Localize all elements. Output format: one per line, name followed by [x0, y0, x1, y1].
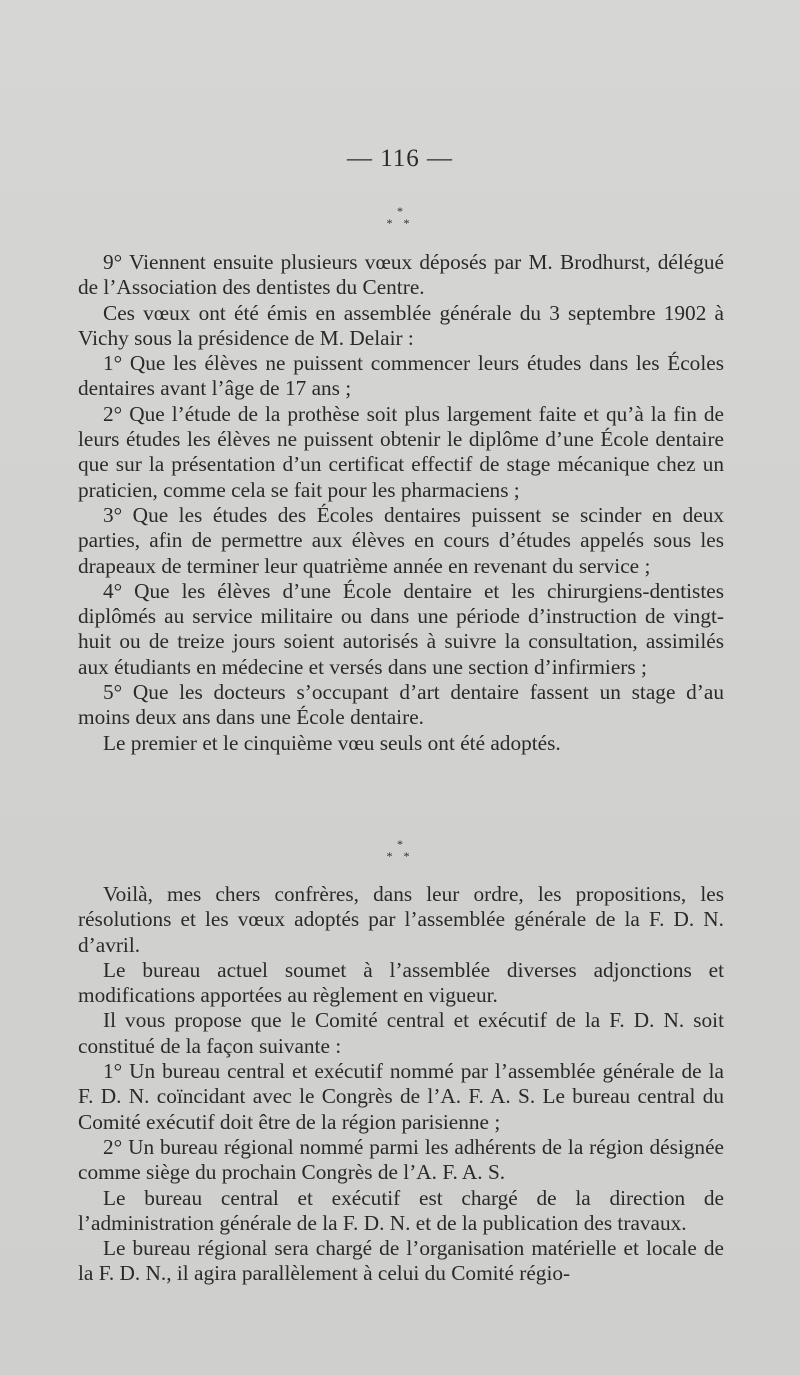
- paragraph: Le bureau central et exécutif est chargé de la direction de l’administration générale de la F. D. N. et de la publication des travaux.: [78, 1185, 724, 1235]
- asterism-top: *: [397, 204, 403, 218]
- text-section-bureau: [78, 882, 724, 1287]
- paragraph: Le premier et le cinquième vœu seuls ont été adoptés.: [103, 730, 561, 755]
- text-section-vows: [78, 250, 724, 756]
- asterism-separator: [0, 205, 800, 229]
- paragraph: 1° Un bureau central et exécutif nommé par l’assemblée générale de la F. D. N. coïncidant avec le Congrès de l’A. F. A. S. Le bureau central du Comité exécutif doit être de la région parisienne ;: [78, 1059, 724, 1134]
- paragraph: 1° Que les élèves ne puissent commencer leurs études dans les Écoles dentaires avant l’âge de 17 ans ;: [78, 351, 724, 401]
- asterism-separator: [0, 838, 800, 862]
- paragraph: 4° Que les élèves d’une École dentaire et les chirurgiens-dentistes diplômés au service militaire ou dans une période d’instruction de vingt-huit ou de treize jours soient autorisés à suivre la consultation, assimilés aux étudiants en médecine et versés dans une section d’infirmiers ;: [78, 578, 724, 679]
- paragraph: 5° Que les docteurs s’occupant d’art dentaire fassent un stage d’au moins deux ans dans une École dentaire.: [78, 680, 724, 730]
- paragraph: Il vous propose que le Comité central et exécutif de la F. D. N. soit constitué de la façon suivante :: [78, 1008, 724, 1058]
- paragraph: Ces vœux ont été émis en assemblée générale du 3 septembre 1902 à Vichy sous la présidence de M. Delair :: [78, 300, 724, 350]
- asterism-bottom: * *: [386, 849, 414, 863]
- asterism-bottom: * *: [386, 216, 414, 230]
- paragraph: 2° Que l’étude de la prothèse soit plus largement faite et qu’à la fin de leurs études les élèves ne puissent obtenir le diplôme d’une École dentaire que sur la présentation d’un certificat effectif de stage mécanique chez un praticien, comme cela se fait pour les pharmaciens ;: [78, 401, 724, 502]
- page-number: — 116 —: [346, 145, 454, 172]
- paragraph: 9° Viennent ensuite plusieurs vœux déposés par M. Brodhurst, délégué de l’Association des dentistes du Centre.: [78, 250, 724, 300]
- paragraph: Le bureau régional sera chargé de l’organisation matérielle et locale de la F. D. N., il agira parallèlement à celui du Comité régio-: [78, 1236, 724, 1286]
- paragraph: 3° Que les études des Écoles dentaires puissent se scinder en deux parties, afin de permettre aux élèves en cours d’études appelés sous les drapeaux de terminer leur quatrième année en revenant du service ;: [78, 502, 724, 578]
- asterism-top: *: [397, 837, 403, 851]
- paragraph: Le bureau actuel soumet à l’assemblée diverses adjonctions et modifications apportées au règlement en vigueur.: [78, 957, 724, 1008]
- paragraph: 2° Un bureau régional nommé parmi les adhérents de la région désignée comme siège du prochain Congrès de l’A. F. A. S.: [78, 1134, 724, 1185]
- paragraph: Voilà, mes chers confrères, dans leur ordre, les propositions, les résolutions et les vœux adoptés par l’assemblée générale de la F. D. N. d’avril.: [78, 882, 724, 957]
